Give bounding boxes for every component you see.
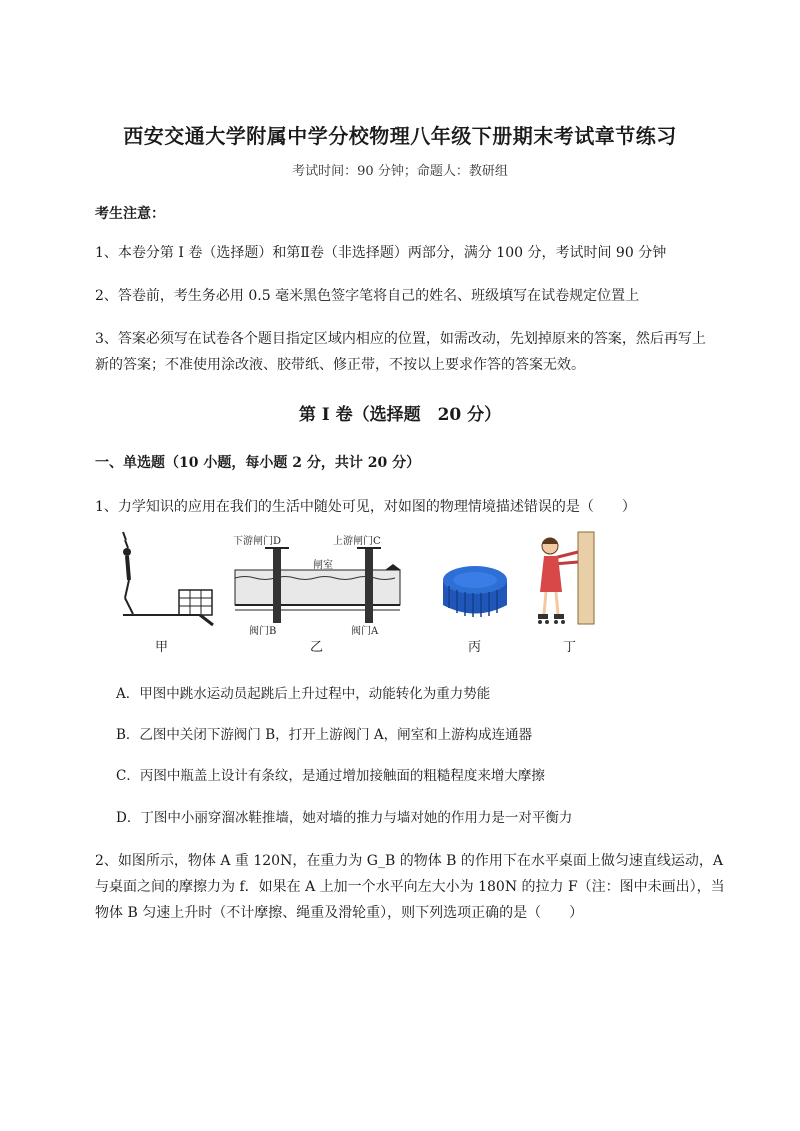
annotation-lower-gate: 下游闸门D — [233, 536, 282, 547]
figure-label-yi: 乙 — [310, 640, 324, 655]
question-1-option-c: C．丙图中瓶盖上设计有条纹，是通过增加接触面的粗糙程度来增大摩擦 — [116, 768, 545, 784]
annotation-valve-a: 阀门A — [351, 626, 379, 637]
figure-label-jia: 甲 — [155, 640, 169, 655]
question-group-heading: 一、单选题（10 小题，每小题 2 分，共计 20 分） — [95, 455, 421, 471]
question-1-option-b: B．乙图中关闭下游阀门 B，打开上游阀门 A，闸室和上游构成连通器 — [116, 727, 533, 743]
annotation-valve-b: 阀门B — [249, 626, 277, 637]
question-1-figures — [100, 530, 700, 660]
question-1-option-a: A．甲图中跳水运动员起跳后上升过程中，动能转化为重力势能 — [116, 686, 491, 702]
notice-item-2: 2、答卷前，考生务必用 0.5 毫米黑色签字笔将自己的姓名、班级填写在试卷规定位置上 — [95, 288, 640, 304]
question-2-stem: 2、如图所示，物体 A 重 120N，在重力为 G_B 的物体 B 的作用下在水平桌面上做匀速直线运动，A 与桌面之间的摩擦力为 f．如果在 A 上加一个水平向左大小为 180N 的拉力 F（注：图中未画出），当物体 B 匀速上升时（不计摩擦、绳重及滑轮重），则下列选项正确的是（ ） — [95, 853, 725, 921]
figure-label-bing: 丙 — [468, 640, 482, 655]
ship-lock-figure — [225, 530, 410, 640]
annotation-lock-chamber: 闸室 — [313, 560, 333, 571]
diver-figure — [105, 530, 220, 630]
notice-item-1: 1、本卷分第 I 卷（选择题）和第Ⅱ卷（非选择题）两部分，满分 100 分，考试时间 90 分钟 — [95, 245, 667, 261]
notice-item-3: 3、答案必须写在试卷各个题目指定区域内相应的位置，如需改动，先划掉原来的答案，然后再写上新的答案；不准使用涂改液、胶带纸、修正带，不按以上要求作答的答案无效。 — [95, 331, 706, 373]
section-title: 第 I 卷（选择题 20 分） — [298, 405, 502, 425]
bottle-cap-figure — [435, 530, 515, 630]
girl-pushing-wall-figure — [530, 530, 600, 630]
exam-info: 考试时间：90 分钟；命题人：教研组 — [292, 164, 508, 179]
annotation-upper-gate: 上游闸门C — [333, 536, 381, 547]
question-1-option-d: D．丁图中小丽穿溜冰鞋推墙，她对墙的推力与墙对她的作用力是一对平衡力 — [116, 810, 573, 826]
page-title: 西安交通大学附属中学分校物理八年级下册期末考试章节练习 — [123, 124, 677, 148]
question-1-stem: 1、力学知识的应用在我们的生活中随处可见，对如图的物理情境描述错误的是（ ） — [95, 499, 636, 515]
notice-heading: 考生注意： — [95, 206, 165, 222]
figure-label-ding: 丁 — [563, 640, 577, 655]
